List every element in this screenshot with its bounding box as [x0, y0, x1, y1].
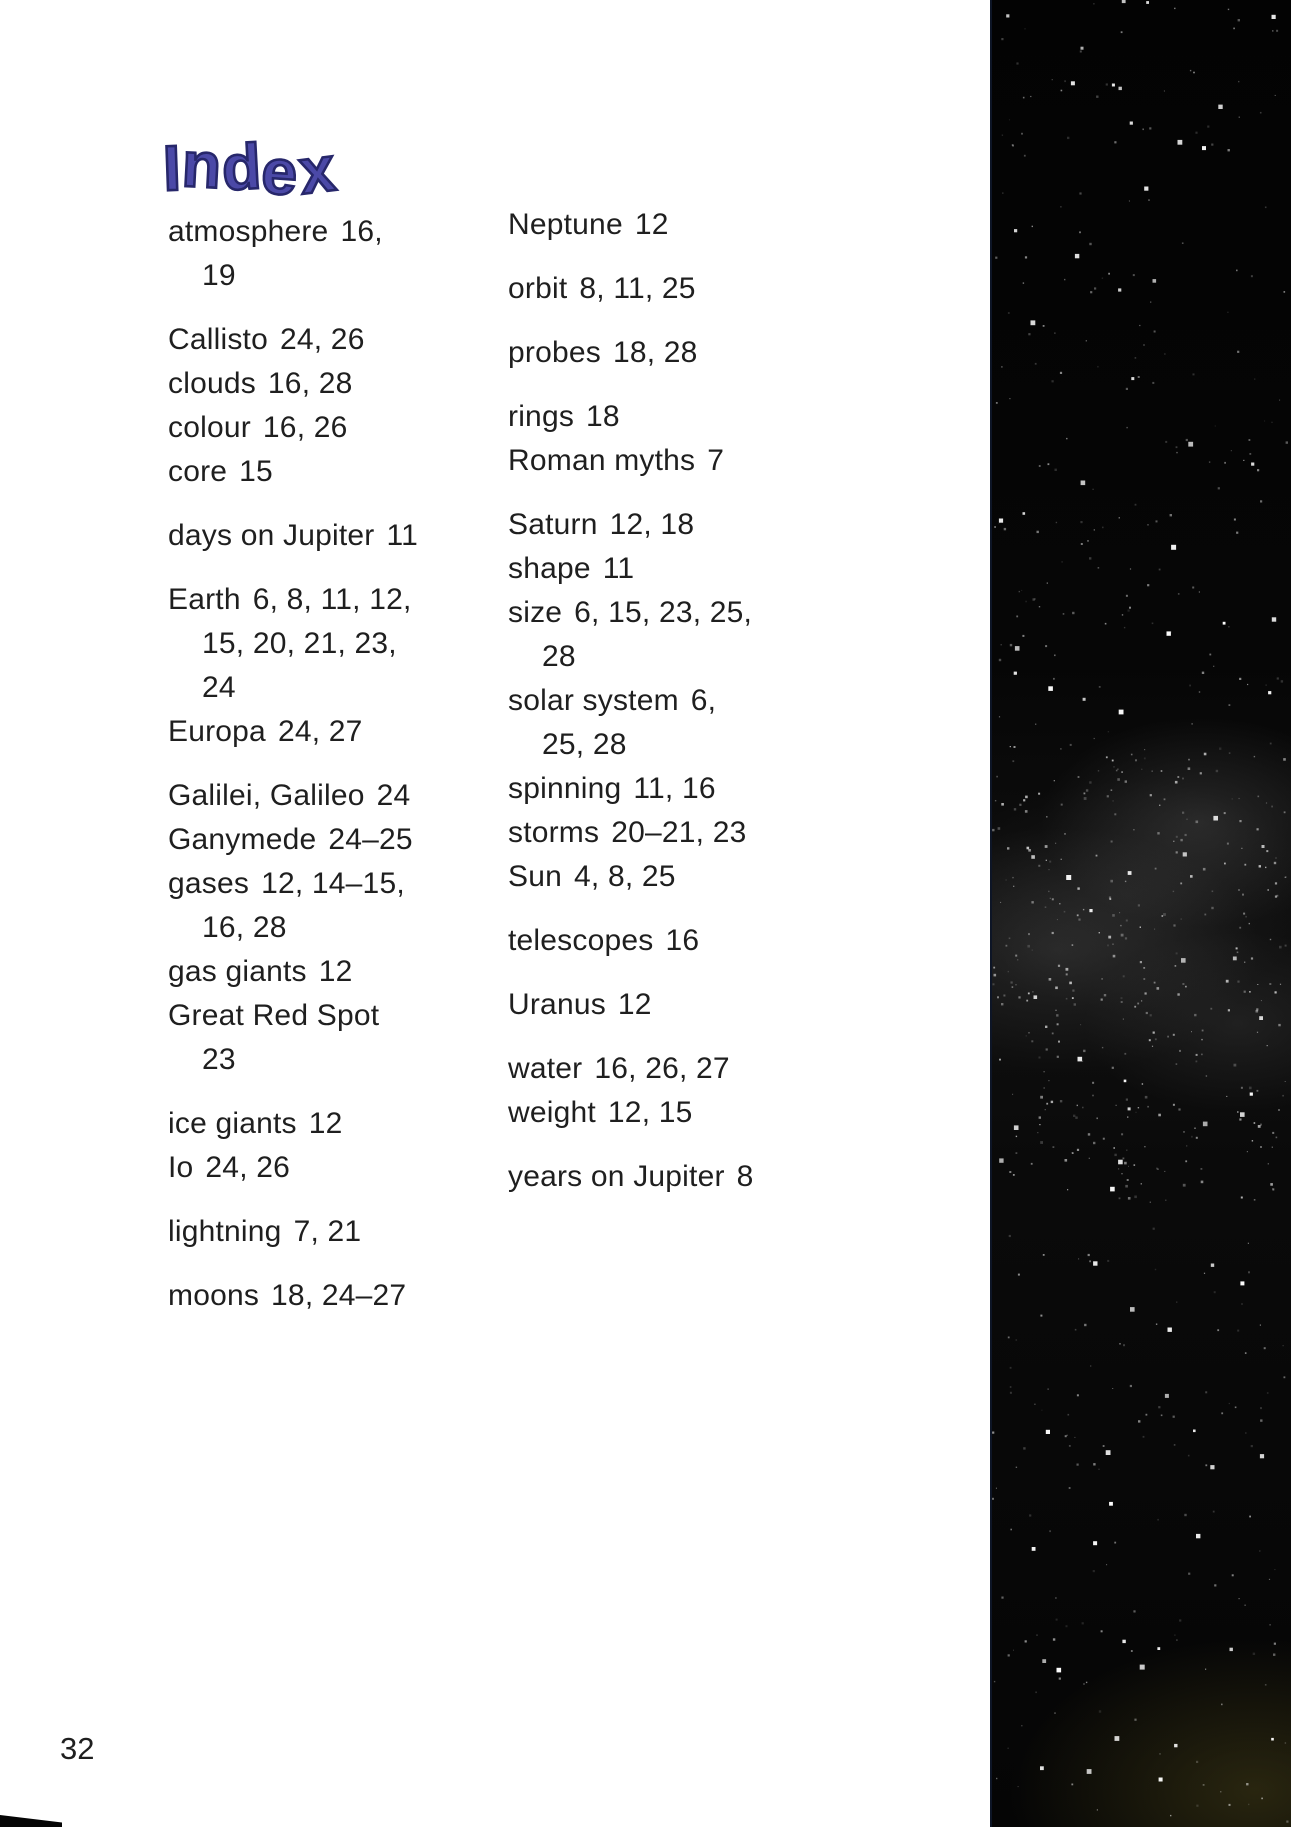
- title-letter: n: [180, 127, 224, 202]
- index-entry-line: [168, 362, 538, 406]
- index-page-numbers: 18, 24–27: [271, 1279, 407, 1312]
- index-page-numbers: 6, 15, 23, 25,: [574, 596, 753, 629]
- index-term: Callisto: [168, 323, 268, 356]
- index-term: core: [168, 455, 228, 488]
- index-page-numbers: 6,: [690, 684, 717, 717]
- index-entry-line: [168, 406, 538, 450]
- index-page-numbers: 24, 27: [277, 715, 363, 748]
- index-term: storms: [508, 816, 600, 849]
- index-term: Sun: [508, 860, 562, 893]
- title-letter: d: [219, 129, 264, 204]
- index-term: atmosphere: [168, 215, 329, 248]
- index-term: spinning: [508, 772, 622, 805]
- index-page-numbers: 7: [707, 444, 725, 477]
- index-term: clouds: [168, 367, 256, 400]
- index-entry-line: [168, 318, 538, 362]
- index-group: [168, 318, 538, 494]
- index-group: [508, 331, 958, 375]
- index-entry-line: [508, 503, 958, 547]
- index-term: lightning: [168, 1215, 282, 1248]
- index-term: years on Jupiter: [508, 1160, 725, 1193]
- index-page-numbers-continued: 19: [202, 259, 236, 292]
- index-entry: [508, 331, 958, 375]
- index-page-numbers: 16, 26, 27: [594, 1052, 730, 1085]
- index-page-numbers-continued: 15, 20, 21, 23,: [202, 627, 397, 660]
- index-page-numbers: 16: [665, 924, 700, 957]
- index-term: water: [508, 1052, 583, 1085]
- index-entry: [508, 395, 958, 439]
- index-entry-line: [168, 514, 538, 558]
- index-page-numbers: 18: [586, 400, 620, 433]
- index-group: [508, 1155, 958, 1199]
- index-entry: [508, 267, 958, 311]
- index-entry: [508, 811, 958, 855]
- index-entry-line: [508, 547, 958, 591]
- starfield-photo: [990, 0, 1291, 1827]
- index-group: [508, 395, 958, 483]
- index-page-numbers: 12, 18: [609, 508, 695, 541]
- title-letter: I: [161, 131, 184, 205]
- index-term: size: [508, 596, 563, 629]
- index-page-numbers: 16,: [340, 215, 383, 248]
- index-term: moons: [168, 1279, 260, 1312]
- index-page-numbers-continued: 23: [202, 1043, 236, 1076]
- index-entry-line: [168, 862, 538, 906]
- index-entry-line: [168, 1146, 538, 1190]
- index-entry: [168, 1210, 538, 1254]
- index-entry: [508, 919, 958, 963]
- title-letter: e: [259, 134, 301, 210]
- index-page-numbers-continued: 28: [542, 640, 576, 673]
- index-page-numbers: 24: [376, 779, 411, 812]
- index-page-numbers: 11, 16: [633, 772, 716, 805]
- index-entry-line: [508, 591, 958, 635]
- index-term: Ganymede: [168, 823, 317, 856]
- index-page-numbers: 16, 28: [267, 367, 353, 400]
- index-entry-line: [168, 1102, 538, 1146]
- index-entry: [168, 210, 538, 298]
- index-page-numbers-continued: 24: [202, 671, 236, 704]
- index-entry-line: [168, 578, 538, 622]
- index-page-numbers: 6, 8, 11, 12,: [252, 583, 412, 616]
- index-entry-line: [168, 210, 538, 254]
- index-term: shape: [508, 552, 591, 585]
- index-term: telescopes: [508, 924, 654, 957]
- index-entry: [508, 503, 958, 547]
- index-page-numbers: 7, 21: [293, 1215, 362, 1248]
- index-entry: [508, 1091, 958, 1135]
- index-entry: [168, 1146, 538, 1190]
- index-entry: [168, 818, 538, 862]
- index-entry: [168, 994, 538, 1082]
- index-term: Neptune: [508, 208, 623, 241]
- index-entry: [508, 679, 958, 767]
- index-entry-line: [508, 267, 958, 311]
- index-entry: [168, 362, 538, 406]
- index-entry-line: [168, 710, 538, 754]
- index-entry: [168, 514, 538, 558]
- index-term: ice giants: [168, 1107, 297, 1140]
- index-page-numbers: 15: [239, 455, 273, 488]
- index-group: [168, 1210, 538, 1254]
- index-entry: [168, 1274, 538, 1318]
- index-page-numbers: 20–21, 23: [611, 816, 747, 849]
- index-entry: [168, 950, 538, 994]
- index-entry-line: [168, 950, 538, 994]
- index-entry: [168, 318, 538, 362]
- index-page-numbers: 24, 26: [205, 1151, 291, 1184]
- index-entry: [508, 855, 958, 899]
- index-page-numbers: 11: [602, 552, 635, 585]
- index-entry-line: [508, 767, 958, 811]
- index-entry-line: [508, 679, 958, 723]
- index-term: Galilei, Galileo: [168, 779, 365, 812]
- page-corner-shadow: [0, 1815, 62, 1827]
- index-entry: [168, 406, 538, 450]
- index-entry-line: [168, 1274, 538, 1318]
- index-term: Io: [168, 1151, 194, 1184]
- index-column-right: [508, 203, 958, 1219]
- page-number: 32: [60, 1731, 95, 1766]
- index-entry: [508, 1047, 958, 1091]
- index-entry-line: [168, 1210, 538, 1254]
- index-page-numbers: 12, 14–15,: [261, 867, 405, 900]
- index-entry-line: [168, 818, 538, 862]
- index-entry-line: [508, 203, 958, 247]
- index-entry: [168, 710, 538, 754]
- index-page-numbers-continued: 25, 28: [542, 728, 627, 761]
- index-entry: [508, 203, 958, 247]
- index-group: [508, 1047, 958, 1135]
- index-page-numbers: 24–25: [328, 823, 413, 856]
- index-entry: [168, 774, 538, 818]
- index-entry-line: [508, 331, 958, 375]
- index-entry: [508, 767, 958, 811]
- index-term: gases: [168, 867, 250, 900]
- stars: [992, 0, 993, 1]
- index-entry-line: [508, 1047, 958, 1091]
- index-entry: [168, 578, 538, 710]
- index-entry: [508, 439, 958, 483]
- index-term: Saturn: [508, 508, 598, 541]
- page-title: [161, 127, 340, 210]
- index-entry: [508, 1155, 958, 1199]
- index-entry-line: [508, 1155, 958, 1199]
- index-group: [168, 1102, 538, 1190]
- index-term: probes: [508, 336, 601, 369]
- index-group: [508, 203, 958, 247]
- index-entry: [508, 591, 958, 679]
- index-page-numbers-continued: 16, 28: [202, 911, 287, 944]
- index-entry-line: [508, 439, 958, 483]
- index-entry: [508, 547, 958, 591]
- index-entry: [168, 862, 538, 950]
- index-page-numbers: 12: [318, 955, 353, 988]
- index-page-numbers: 12, 15: [607, 1096, 693, 1129]
- index-page-numbers: 8: [736, 1160, 754, 1193]
- index-entry-line: [508, 983, 958, 1027]
- index-page-numbers: 16, 26: [262, 411, 348, 444]
- index-term: Europa: [168, 715, 266, 748]
- index-entry-line: [508, 855, 958, 899]
- index-group: [508, 503, 958, 899]
- index-term: Earth: [168, 583, 241, 616]
- index-entry: [168, 450, 538, 494]
- index-term: orbit: [508, 272, 568, 305]
- title-letter: x: [294, 131, 340, 208]
- index-term: solar system: [508, 684, 679, 717]
- index-entry-line: [508, 395, 958, 439]
- index-page-numbers: 12: [308, 1107, 343, 1140]
- index-entry-line: [168, 994, 538, 1038]
- index-term: rings: [508, 400, 575, 433]
- index-entry-line: [508, 811, 958, 855]
- index-entry: [508, 983, 958, 1027]
- index-page-numbers: 12: [617, 988, 652, 1021]
- index-entry-line: [168, 774, 538, 818]
- index-page-numbers: 24, 26: [279, 323, 365, 356]
- index-term: days on Jupiter: [168, 519, 375, 552]
- index-page-numbers: 11: [386, 519, 418, 552]
- index-group: [508, 983, 958, 1027]
- index-term: Uranus: [508, 988, 606, 1021]
- index-page-numbers: 18, 28: [612, 336, 698, 369]
- index-group: [508, 267, 958, 311]
- index-term: weight: [508, 1096, 596, 1129]
- index-term: colour: [168, 411, 251, 444]
- index-page-numbers: 8, 11, 25: [579, 272, 696, 305]
- index-group: [168, 210, 538, 298]
- index-page-numbers: 12: [634, 208, 669, 241]
- index-column-left: [168, 210, 538, 1338]
- index-term: gas giants: [168, 955, 307, 988]
- index-term: Roman myths: [508, 444, 696, 477]
- index-group: [168, 774, 538, 1082]
- index-group: [168, 578, 538, 754]
- index-group: [168, 514, 538, 558]
- index-entry-line: [508, 919, 958, 963]
- index-entry-line: [508, 1091, 958, 1135]
- index-page-numbers: 4, 8, 25: [573, 860, 676, 893]
- index-term: Great Red Spot: [168, 999, 380, 1032]
- index-group: [508, 919, 958, 963]
- index-entry: [168, 1102, 538, 1146]
- index-entry-line: [168, 450, 538, 494]
- index-group: [168, 1274, 538, 1318]
